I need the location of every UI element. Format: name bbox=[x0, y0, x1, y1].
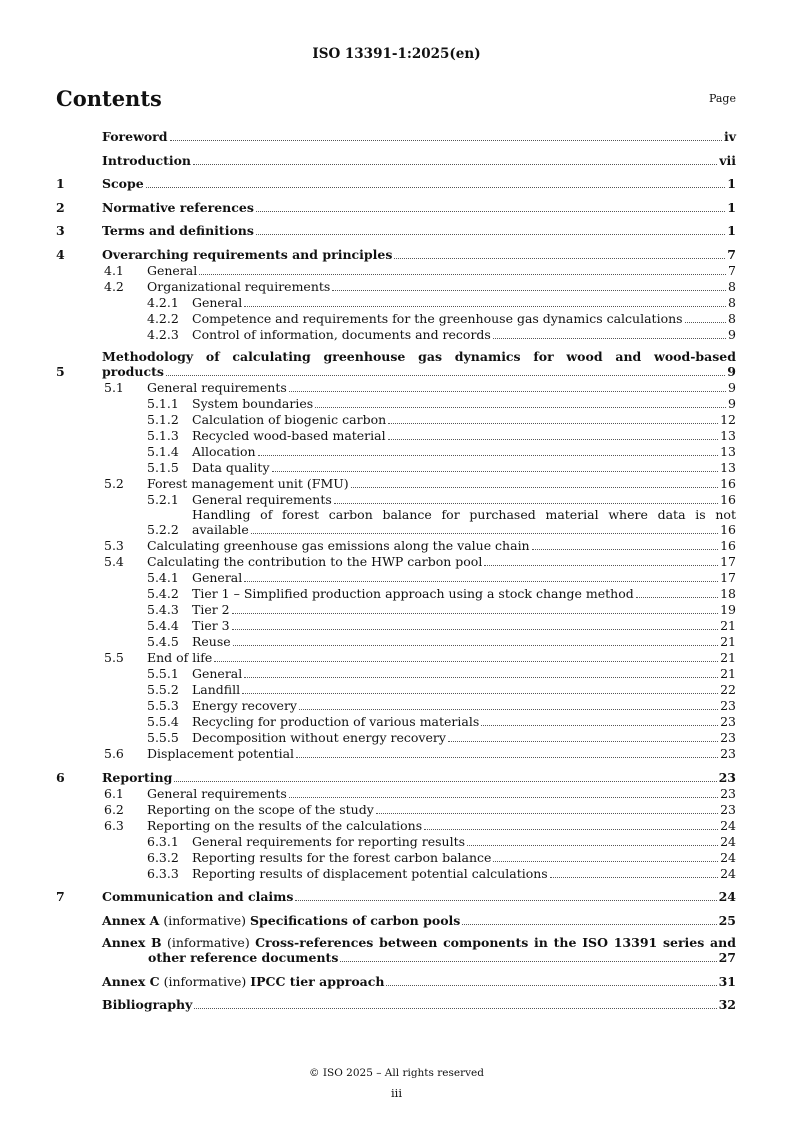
toc-entry-title: Reporting on the results of the calculations bbox=[147, 817, 423, 833]
toc-entry-title: Communication and claims bbox=[102, 889, 294, 904]
toc-entry-page: 21 bbox=[720, 634, 736, 649]
annex-type: (informative) bbox=[161, 935, 256, 950]
toc-entry-page: 18 bbox=[720, 586, 736, 601]
toc-entry-page: 32 bbox=[718, 997, 736, 1012]
copyright-footer: © ISO 2025 – All rights reserved bbox=[309, 1067, 484, 1079]
toc-entry-number: 5.2 bbox=[104, 476, 124, 491]
toc-entry-number: 6.3 bbox=[104, 817, 124, 833]
toc-entry-number: 5.5 bbox=[104, 650, 124, 665]
toc-entry[interactable] bbox=[56, 379, 736, 395]
toc-entry[interactable] bbox=[56, 395, 736, 411]
toc-entry[interactable] bbox=[56, 175, 736, 191]
toc-entry-page: 21 bbox=[720, 650, 736, 665]
toc-entry[interactable] bbox=[56, 801, 736, 817]
dot-leader bbox=[299, 709, 718, 710]
toc-entry-title: General requirements bbox=[147, 380, 287, 395]
dot-leader bbox=[289, 797, 718, 798]
dot-leader bbox=[462, 924, 716, 925]
document-header: ISO 13391-1:2025(en) bbox=[312, 46, 481, 62]
toc-entry[interactable] bbox=[56, 152, 736, 168]
dot-leader bbox=[351, 487, 718, 488]
toc-entry-title: Displacement potential bbox=[147, 746, 295, 761]
toc-entry[interactable] bbox=[56, 713, 736, 729]
dot-leader bbox=[484, 565, 718, 566]
toc-entry-page: 24 bbox=[720, 817, 736, 833]
toc-entry-title: General bbox=[192, 570, 243, 585]
toc-entry-number: 5.1.5 bbox=[147, 460, 179, 475]
toc-entry-title: Foreword bbox=[102, 129, 168, 144]
toc-entry-page: 16 bbox=[720, 492, 736, 507]
toc-entry-title: Landfill bbox=[192, 682, 241, 697]
toc-entry-title: Reporting results of displacement potential calculations bbox=[192, 865, 548, 881]
toc-entry-number: 5.5.2 bbox=[147, 682, 179, 697]
toc-entry-title: Calculating greenhouse gas emissions along the value chain bbox=[147, 538, 530, 553]
toc-entry[interactable] bbox=[56, 697, 736, 713]
toc-entry-number: 6.3.1 bbox=[147, 833, 179, 849]
toc-entry-title: Forest management unit (FMU) bbox=[147, 476, 349, 491]
toc-entry-title: Normative references bbox=[102, 199, 254, 215]
toc-entry-title: Tier 2 bbox=[192, 602, 230, 617]
dot-leader bbox=[493, 861, 718, 862]
dot-leader bbox=[532, 549, 718, 550]
toc-entry-number: 5.5.3 bbox=[147, 698, 179, 713]
toc-entry-number: 6.1 bbox=[104, 785, 124, 801]
toc-entry-page: 24 bbox=[720, 833, 736, 849]
toc-entry-page: 9 bbox=[727, 364, 736, 379]
toc-entry-title: Specifications of carbon pools bbox=[250, 912, 461, 928]
dot-leader bbox=[295, 900, 716, 901]
toc-entry-number: 5.4 bbox=[104, 554, 124, 569]
toc-entry-page: 19 bbox=[720, 602, 736, 617]
toc-entry-page: 8 bbox=[728, 278, 736, 294]
toc-entry-title: Reporting on the scope of the study bbox=[147, 801, 374, 817]
toc-entry-title: Tier 3 bbox=[192, 618, 230, 633]
table-of-contents bbox=[56, 128, 736, 1012]
page-title: Contents bbox=[56, 86, 162, 111]
toc-entry[interactable] bbox=[56, 973, 736, 989]
dot-leader bbox=[232, 629, 718, 630]
toc-entry-page: 23 bbox=[720, 730, 736, 745]
toc-entry[interactable] bbox=[56, 935, 736, 965]
dot-leader bbox=[214, 661, 718, 662]
toc-entry-page: iv bbox=[723, 129, 736, 144]
toc-entry[interactable] bbox=[56, 912, 736, 928]
toc-entry[interactable] bbox=[56, 849, 736, 865]
annex-label: Annex A bbox=[102, 912, 160, 928]
toc-entry[interactable] bbox=[56, 601, 736, 617]
toc-entry[interactable] bbox=[56, 443, 736, 459]
toc-entry-number: 6.3.3 bbox=[147, 865, 179, 881]
dot-leader bbox=[193, 164, 717, 165]
toc-entry-page: 23 bbox=[720, 785, 736, 801]
toc-entry-title: IPCC tier approach bbox=[250, 973, 385, 989]
page-number: iii bbox=[390, 1086, 403, 1100]
toc-entry-title: Handling of forest carbon balance for purchased material where data is not bbox=[192, 507, 736, 522]
toc-entry-title: General bbox=[147, 262, 198, 278]
toc-entry[interactable] bbox=[56, 349, 736, 379]
dot-leader bbox=[244, 581, 718, 582]
toc-entry[interactable] bbox=[56, 681, 736, 697]
dot-leader bbox=[244, 306, 726, 307]
toc-entry-page: 21 bbox=[720, 618, 736, 633]
toc-entry-title: Control of information, documents and records bbox=[192, 326, 491, 342]
toc-entry[interactable] bbox=[56, 475, 736, 491]
dot-leader bbox=[258, 455, 718, 456]
dot-leader bbox=[296, 757, 718, 758]
toc-entry-title: Methodology of calculating greenhouse gas dynamics for wood and wood-based bbox=[102, 349, 736, 364]
toc-entry-number: 5.6 bbox=[104, 746, 124, 761]
toc-entry[interactable] bbox=[56, 294, 736, 310]
dot-leader bbox=[467, 845, 718, 846]
toc-entry-number: 5.1.2 bbox=[147, 412, 179, 427]
dot-leader bbox=[232, 613, 718, 614]
toc-entry-title: General requirements for reporting results bbox=[192, 833, 466, 849]
toc-entry-page: 23 bbox=[720, 714, 736, 729]
dot-leader bbox=[334, 503, 718, 504]
toc-entry-title: Scope bbox=[102, 176, 144, 191]
dot-leader bbox=[233, 645, 718, 646]
toc-entry-number: 5.4.2 bbox=[147, 586, 179, 601]
toc-entry-title: Reporting bbox=[102, 769, 173, 785]
toc-entry[interactable] bbox=[56, 262, 736, 278]
toc-entry[interactable] bbox=[56, 278, 736, 294]
toc-entry-title: General requirements bbox=[147, 785, 287, 801]
toc-entry-number: 5.1.1 bbox=[147, 396, 179, 411]
toc-entry-number: 5.4.3 bbox=[147, 602, 179, 617]
dot-leader bbox=[386, 985, 716, 986]
toc-entry[interactable] bbox=[56, 633, 736, 649]
toc-entry-number: 5.5.1 bbox=[147, 666, 179, 681]
toc-entry-title: General bbox=[192, 666, 243, 681]
dot-leader bbox=[166, 375, 725, 376]
annex-type: (informative) bbox=[159, 973, 251, 989]
toc-entry-number: 3 bbox=[56, 223, 65, 238]
toc-entry[interactable] bbox=[56, 491, 736, 507]
page-column-label: Page bbox=[708, 92, 736, 105]
toc-entry-title: Tier 1 – Simplified production approach using a stock change method bbox=[192, 586, 634, 601]
dot-leader bbox=[424, 829, 718, 830]
toc-entry-page: vii bbox=[719, 152, 736, 168]
toc-entry-title: Competence and requirements for the greenhouse gas dynamics calculations bbox=[192, 310, 683, 326]
dot-leader bbox=[194, 1008, 716, 1009]
dot-leader bbox=[636, 597, 718, 598]
dot-leader bbox=[493, 338, 726, 339]
toc-entry-page: 9 bbox=[728, 380, 736, 395]
dot-leader bbox=[376, 813, 718, 814]
toc-entry-page: 13 bbox=[720, 444, 736, 459]
toc-entry[interactable] bbox=[56, 665, 736, 681]
toc-entry-page: 21 bbox=[720, 666, 736, 681]
toc-entry-title: Recycled wood-based material bbox=[192, 428, 386, 443]
toc-entry-title: End of life bbox=[147, 650, 213, 665]
dot-leader bbox=[685, 322, 726, 323]
toc-entry-page: 1 bbox=[727, 176, 736, 191]
toc-entry[interactable] bbox=[56, 537, 736, 553]
toc-entry-number: 5.1.4 bbox=[147, 444, 179, 459]
dot-leader bbox=[289, 391, 726, 392]
toc-entry[interactable] bbox=[56, 996, 736, 1012]
toc-entry-title: Calculating the contribution to the HWP carbon pool bbox=[147, 554, 483, 569]
toc-entry[interactable] bbox=[56, 729, 736, 745]
toc-entry[interactable] bbox=[56, 785, 736, 801]
toc-entry-page: 31 bbox=[718, 973, 736, 989]
toc-entry-page: 7 bbox=[727, 246, 736, 262]
toc-entry-title: Reporting results for the forest carbon balance bbox=[192, 849, 492, 865]
toc-entry-number: 4.2 bbox=[104, 278, 124, 294]
annex-type: (informative) bbox=[159, 912, 251, 928]
toc-entry-title: Decomposition without energy recovery bbox=[192, 730, 446, 745]
toc-entry-number: 4.2.1 bbox=[147, 294, 179, 310]
toc-entry-page: 27 bbox=[718, 950, 736, 965]
toc-entry-number: 4 bbox=[56, 246, 65, 262]
dot-leader bbox=[170, 140, 722, 141]
toc-entry[interactable] bbox=[56, 569, 736, 585]
dot-leader bbox=[332, 290, 726, 291]
toc-entry-number: 5.4.4 bbox=[147, 618, 179, 633]
toc-entry[interactable] bbox=[56, 617, 736, 633]
toc-entry-page: 25 bbox=[718, 912, 736, 928]
toc-entry-number: 5.5.4 bbox=[147, 714, 179, 729]
toc-entry-title: Allocation bbox=[192, 444, 256, 459]
toc-entry[interactable] bbox=[56, 817, 736, 833]
toc-entry-page: 12 bbox=[720, 412, 736, 427]
toc-entry-page: 17 bbox=[720, 570, 736, 585]
toc-entry[interactable] bbox=[56, 769, 736, 785]
toc-entry-number: 5.4.5 bbox=[147, 634, 179, 649]
toc-entry-title-continued: products bbox=[102, 364, 164, 379]
toc-entry-title: Overarching requirements and principles bbox=[102, 246, 393, 262]
toc-entry-title: Organizational requirements bbox=[147, 278, 331, 294]
toc-entry-page: 16 bbox=[720, 476, 736, 491]
toc-entry[interactable] bbox=[56, 507, 736, 537]
toc-entry[interactable] bbox=[56, 553, 736, 569]
toc-entry-page: 24 bbox=[720, 865, 736, 881]
toc-entry-page: 23 bbox=[720, 698, 736, 713]
toc-entry[interactable] bbox=[56, 310, 736, 326]
toc-entry[interactable] bbox=[56, 585, 736, 601]
toc-entry[interactable] bbox=[56, 459, 736, 475]
toc-entry-title: Bibliography bbox=[102, 997, 193, 1012]
toc-entry-page: 9 bbox=[728, 396, 736, 411]
toc-entry-title-continued: other reference documents bbox=[148, 950, 339, 965]
dot-leader bbox=[244, 677, 718, 678]
dot-leader bbox=[481, 725, 718, 726]
toc-entry-title: Introduction bbox=[102, 152, 192, 168]
toc-entry-title: General requirements bbox=[192, 492, 332, 507]
toc-entry-title: Data quality bbox=[192, 460, 270, 475]
dot-leader bbox=[315, 407, 726, 408]
toc-entry-page: 24 bbox=[720, 849, 736, 865]
dot-leader bbox=[199, 274, 726, 275]
toc-entry-page: 23 bbox=[718, 769, 736, 785]
toc-entry[interactable] bbox=[56, 128, 736, 144]
toc-entry-page: 23 bbox=[720, 746, 736, 761]
toc-entry-page: 24 bbox=[718, 889, 736, 904]
toc-entry-page: 17 bbox=[720, 554, 736, 569]
toc-entry-number: 6.3.2 bbox=[147, 849, 179, 865]
toc-entry-title-continued: available bbox=[192, 522, 249, 537]
dot-leader bbox=[448, 741, 718, 742]
toc-entry-page: 1 bbox=[727, 223, 736, 238]
toc-entry-title: Energy recovery bbox=[192, 698, 297, 713]
toc-entry-number: 5.1 bbox=[104, 380, 124, 395]
toc-entry-number: 5.1.3 bbox=[147, 428, 179, 443]
toc-entry-page: 22 bbox=[720, 682, 736, 697]
toc-entry-page: 8 bbox=[728, 294, 736, 310]
toc-entry-page: 16 bbox=[720, 522, 736, 537]
dot-leader bbox=[340, 961, 716, 962]
dot-leader bbox=[272, 471, 719, 472]
dot-leader bbox=[388, 423, 718, 424]
toc-entry[interactable] bbox=[56, 411, 736, 427]
toc-entry-title: Calculation of biogenic carbon bbox=[192, 412, 387, 427]
toc-entry[interactable] bbox=[56, 649, 736, 665]
toc-entry-page: 23 bbox=[720, 801, 736, 817]
dot-leader bbox=[256, 211, 725, 212]
toc-entry-page: 13 bbox=[720, 460, 736, 475]
toc-entry[interactable] bbox=[56, 745, 736, 761]
toc-entry-page: 9 bbox=[728, 326, 736, 342]
dot-leader bbox=[256, 234, 725, 235]
toc-entry-page: 1 bbox=[727, 199, 736, 215]
toc-entry[interactable] bbox=[56, 833, 736, 849]
dot-leader bbox=[550, 877, 718, 878]
toc-entry[interactable] bbox=[56, 222, 736, 238]
dot-leader bbox=[388, 439, 718, 440]
toc-entry[interactable] bbox=[56, 865, 736, 881]
dot-leader bbox=[174, 781, 716, 782]
toc-entry-number: 7 bbox=[56, 889, 65, 904]
toc-entry[interactable] bbox=[56, 199, 736, 215]
annex-label: Annex B bbox=[102, 935, 162, 950]
toc-entry[interactable] bbox=[56, 246, 736, 262]
toc-entry-number: 5 bbox=[56, 364, 65, 379]
toc-entry-number: 5.3 bbox=[104, 538, 124, 553]
toc-entry-page: 16 bbox=[720, 538, 736, 553]
annex-label: Annex C bbox=[102, 973, 160, 989]
dot-leader bbox=[146, 187, 726, 188]
toc-entry-number: 2 bbox=[56, 199, 65, 215]
toc-entry-page: 7 bbox=[728, 262, 736, 278]
toc-entry[interactable] bbox=[56, 326, 736, 342]
toc-entry-number: 5.5.5 bbox=[147, 730, 179, 745]
dot-leader bbox=[242, 693, 718, 694]
toc-entry-title: Recycling for production of various materials bbox=[192, 714, 480, 729]
toc-entry-page: 13 bbox=[720, 428, 736, 443]
toc-entry-title: Reuse bbox=[192, 634, 231, 649]
dot-leader bbox=[251, 533, 718, 534]
toc-entry-title: Terms and definitions bbox=[102, 223, 254, 238]
toc-entry-title: Cross-references between components in the ISO 13391 series and bbox=[255, 935, 736, 950]
toc-entry-page: 8 bbox=[728, 310, 736, 326]
toc-entry-number: 4.2.3 bbox=[147, 326, 179, 342]
toc-entry-number: 6.2 bbox=[104, 801, 124, 817]
toc-entry-title: General bbox=[192, 294, 243, 310]
toc-entry-number: 5.4.1 bbox=[147, 570, 179, 585]
toc-entry-number: 4.2.2 bbox=[147, 310, 179, 326]
toc-entry-number: 4.1 bbox=[104, 262, 124, 278]
toc-entry-number: 5.2.2 bbox=[147, 522, 179, 537]
toc-entry-title: System boundaries bbox=[192, 396, 314, 411]
toc-entry-number: 6 bbox=[56, 769, 65, 785]
toc-entry[interactable] bbox=[56, 427, 736, 443]
toc-entry[interactable] bbox=[56, 888, 736, 904]
toc-entry-number: 5.2.1 bbox=[147, 492, 179, 507]
dot-leader bbox=[394, 258, 725, 259]
toc-entry-number: 1 bbox=[56, 176, 65, 191]
